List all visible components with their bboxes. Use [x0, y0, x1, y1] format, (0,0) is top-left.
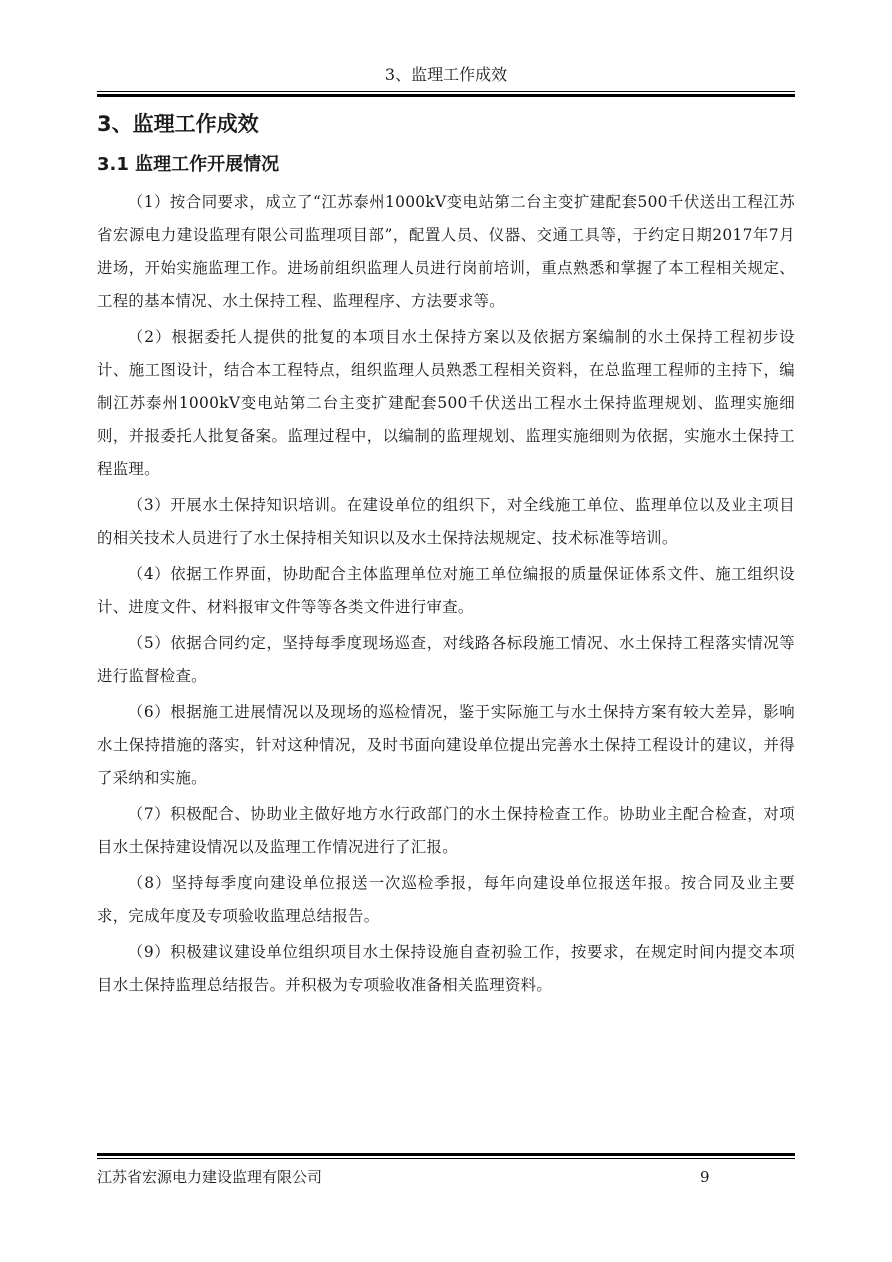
paragraph: （5）依据合同约定，坚持每季度现场巡查，对线路各标段施工情况、水土保持工程落实情况等进行监督检查。: [97, 634, 795, 685]
footer-rule: [97, 1158, 795, 1159]
subsection-title: 3.1 监理工作开展情况: [97, 154, 280, 175]
paragraph: （3）开展水土保持知识培训。在建设单位的组织下，对全线施工单位、监理单位以及业主项目的相关技术人员进行了水土保持相关知识以及水土保持法规规定、技术标准等培训。: [97, 496, 795, 547]
header-rule-thick: [97, 94, 795, 97]
paragraph: （7）积极配合、协助业主做好地方水行政部门的水土保持检查工作。协助业主配合检查，对项目水土保持建设情况以及监理工作情况进行了汇报。: [97, 805, 795, 856]
running-header: 3、监理工作成效: [384, 65, 508, 84]
footer-company-name: 江苏省宏源电力建设监理有限公司: [97, 1168, 323, 1186]
paragraph: （8）坚持每季度向建设单位报送一次巡检季报，每年向建设单位报送年报。按合同及业主要求，完成年度及专项验收监理总结报告。: [97, 874, 795, 925]
paragraph-list: [97, 186, 795, 1002]
paragraph: （4）依据工作界面，协助配合主体监理单位对施工单位编报的质量保证体系文件、施工组织设计、进度文件、材料报审文件等等各类文件进行审查。: [97, 565, 795, 616]
paragraph: （9）积极建议建设单位组织项目水土保持设施自查初验工作，按要求，在规定时间内提交本项目水土保持监理总结报告。并积极为专项验收准备相关监理资料。: [97, 943, 795, 994]
footer-rule-thick: [97, 1153, 795, 1156]
page-number: 9: [700, 1168, 710, 1186]
paragraph: （1）按合同要求，成立了“江苏泰州1000kV变电站第二台主变扩建配套500千伏送出工程江苏省宏源电力建设监理有限公司监理项目部”，配置人员、仪器、交通工具等，于约定日期2017年7月进场，开始实施监理工作。进场前组织监理人员进行岗前培训，重点熟悉和掌握了本工程相关规定、工程的基本情况、水土保持工程、监理程序、方法要求等。: [97, 193, 795, 310]
page-content: [97, 106, 795, 1002]
header-rule: [97, 91, 795, 92]
paragraph: （2）根据委托人提供的批复的本项目水土保持方案以及依据方案编制的水土保持工程初步设计、施工图设计，结合本工程特点，组织监理人员熟悉工程相关资料，在总监理工程师的主持下，编制江苏泰州1000kV变电站第二台主变扩建配套500千伏送出工程水土保持监理规划、监理实施细则，并报委托人批复备案。监理过程中，以编制的监理规划、监理实施细则为依据，实施水土保持工程监理。: [97, 328, 795, 478]
section-title: 3、监理工作成效: [97, 112, 259, 136]
paragraph: （6）根据施工进展情况以及现场的巡检情况，鉴于实际施工与水土保持方案有较大差异，影响水土保持措施的落实，针对这种情况，及时书面向建设单位提出完善水土保持工程设计的建议，并得了采纳和实施。: [97, 703, 795, 787]
